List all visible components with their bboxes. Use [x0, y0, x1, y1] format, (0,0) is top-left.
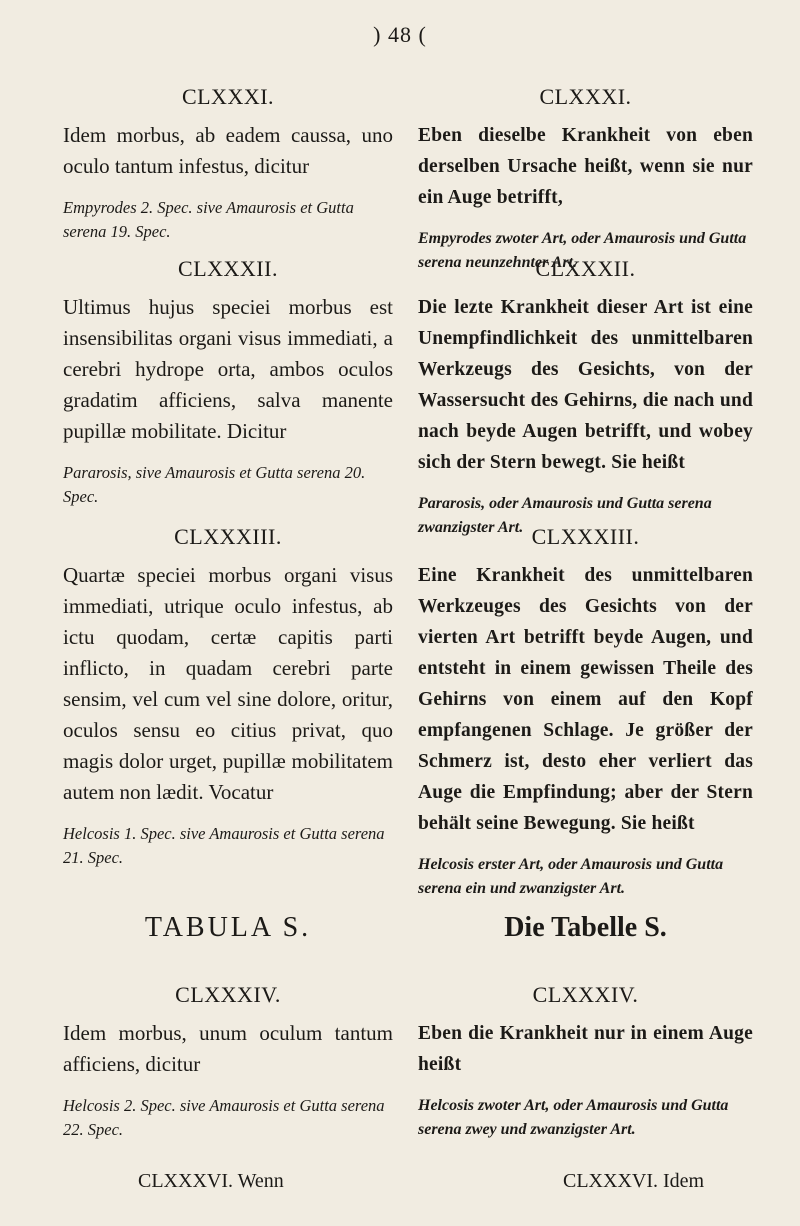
section-reference: Pararosis, sive Amaurosis et Gutta serena 20. Spec. [63, 463, 366, 506]
section-text: Ultimus hujus speciei morbus est insensibilitas organi visus immediati, a cerebri hydrope orta, ambos oculos gradatim afficiens, salva manente pupillæ mobilitate. Dicitur [63, 295, 393, 443]
section-183-german [418, 524, 753, 901]
section-text: Eben dieselbe Krankheit von eben derselben Ursache heißt, wenn sie nur ein Auge betrifft, [418, 125, 753, 208]
section-182-german [418, 256, 753, 540]
section-reference: Helcosis zwoter Art, oder Amaurosis und Gutta serena zwey und zwanzigster Art. [418, 1097, 729, 1138]
section-text: Eine Krankheit des unmittelbaren Werkzeuges des Gesichts von der vierten Art betrifft beyde Augen, und entsteht in einem gewissen Theile des Gehirns von einem auf den Kopf empfangenen Schlage. Je größer der Schmerz ist, desto eher verliert das Auge die Empfindung; aber der Stern behält seine Bewegung. Sie heißt [418, 565, 753, 834]
section-text: Idem morbus, unum oculum tantum afficiens, dicitur [63, 1021, 393, 1076]
section-reference: Empyrodes zwoter Art, oder Amaurosis und Gutta serena neunzehnter Art. [418, 230, 747, 271]
catchword-right: CLXXXVI. Idem [563, 1170, 705, 1192]
table-title-latin [63, 912, 393, 944]
section-184-latin [63, 982, 393, 1142]
section-reference: Empyrodes 2. Spec. sive Amaurosis et Gutta serena 19. Spec. [63, 198, 354, 241]
section-181-german [418, 84, 753, 275]
table-title: Die Tabelle S. [504, 912, 667, 943]
section-181-latin [63, 84, 393, 244]
section-text: Quartæ speciei morbus organi visus immediati, utrique oculo infestus, ab ictu quodam, certæ capitis parti inflicto, in quadam cerebri parte sensim, vel cum vel sine dolore, oritur, oculos sensu eo citius privat, quo magis dolor urget, pupillæ mobilitatem autem non lædit. Vocatur [63, 563, 393, 804]
table-title: TABULA S. [144, 912, 312, 943]
section-heading: CLXXXII. [178, 256, 278, 281]
section-text: Eben die Krankheit nur in einem Auge heißt [418, 1023, 753, 1075]
table-title-german [418, 912, 753, 944]
section-heading: CLXXXIII. [174, 524, 282, 549]
section-183-latin [63, 524, 393, 870]
section-reference: Helcosis 2. Spec. sive Amaurosis et Gutta serena 22. Spec. [63, 1096, 385, 1139]
section-heading: CLXXXI. [181, 84, 275, 109]
section-heading: CLXXXIV. [532, 982, 639, 1007]
section-heading: CLXXXI. [539, 84, 632, 109]
section-182-latin [63, 256, 393, 509]
section-text: Die lezte Krankheit dieser Art ist eine Unempfindlichkeit des unmittelbaren Werkzeugs des Gesichts, von der Wassersucht des Gehirns, die nach und nach beyde Augen betrifft, und wobey sich der Stern bewegt. Sie heißt [418, 297, 753, 473]
catchword-left: CLXXXVI. Wenn [138, 1170, 284, 1192]
section-heading: CLXXXIII. [531, 524, 640, 549]
section-text: Idem morbus, ab eadem caussa, uno oculo tantum infestus, dicitur [63, 123, 393, 178]
section-reference: Helcosis 1. Spec. sive Amaurosis et Gutta serena 21. Spec. [63, 824, 385, 867]
section-184-german [418, 982, 753, 1142]
section-reference: Helcosis erster Art, oder Amaurosis und Gutta serena ein und zwanzigster Art. [418, 856, 724, 897]
section-heading: CLXXXII. [535, 256, 636, 281]
section-heading: CLXXXIV. [175, 982, 281, 1007]
section-reference: Pararosis, oder Amaurosis und Gutta serena zwanzigster Art. [418, 495, 712, 536]
page-number: ) 48 ( [373, 22, 427, 47]
